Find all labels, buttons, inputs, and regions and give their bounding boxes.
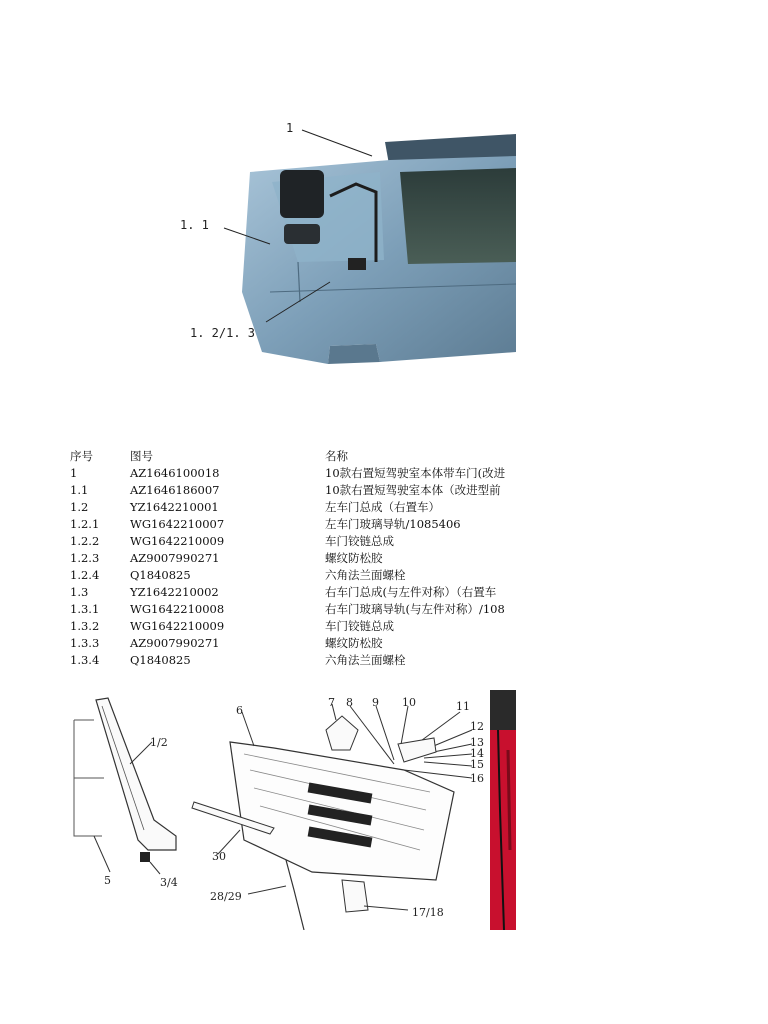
label-14: 14 — [470, 747, 484, 760]
cell-part-no: Q1840825 — [130, 653, 191, 667]
cell-part-no: WG1642210008 — [130, 602, 225, 616]
table-row — [70, 635, 516, 652]
label-3-4: 3/4 — [160, 876, 178, 889]
cell-part-no: AZ9007990271 — [130, 551, 220, 565]
cell-name: 左车门总成（右置车） — [325, 500, 440, 514]
header-seq: 序号 — [70, 449, 93, 463]
cab-photo — [180, 112, 516, 380]
table-row — [70, 584, 516, 601]
label-13: 13 — [470, 736, 484, 749]
label-5: 5 — [104, 874, 111, 887]
cell-name: 车门铰链总成 — [325, 619, 394, 633]
cell-part-no: YZ1642210001 — [130, 500, 219, 514]
cell-part-no: WG1642210009 — [130, 534, 225, 548]
cell-seq: 1.3.3 — [70, 636, 100, 650]
cell-seq: 1.2.2 — [70, 534, 100, 548]
cell-name: 10款右置短驾驶室本体带车门(改进 — [325, 466, 506, 480]
table-row — [70, 465, 516, 482]
cell-name: 右车门玻璃导轨(与左件对称）/108 — [325, 602, 505, 616]
cell-part-no: AZ9007990271 — [130, 636, 220, 650]
header-part-no: 图号 — [130, 449, 153, 463]
cell-seq: 1.2.3 — [70, 551, 100, 565]
cell-part-no: YZ1642210002 — [130, 585, 219, 599]
label-15: 15 — [470, 758, 484, 771]
cell-seq: 1 — [70, 466, 78, 480]
table-row — [70, 652, 516, 669]
callout-1-2-1-3: 1. 2/1. 3 — [190, 326, 256, 340]
label-16: 16 — [470, 772, 484, 785]
callout-1-1: 1. 1 — [180, 218, 209, 232]
label-6: 6 — [236, 704, 243, 717]
cell-seq: 1.2.4 — [70, 568, 100, 582]
cell-name: 左车门玻璃导轨/1085406 — [325, 517, 461, 531]
cell-part-no: AZ1646186007 — [130, 483, 220, 497]
cell-part-no: AZ1646100018 — [130, 466, 220, 480]
cell-seq: 1.3.1 — [70, 602, 100, 616]
table-row — [70, 533, 516, 550]
cell-part-no: Q1840825 — [130, 568, 191, 582]
cell-name: 六角法兰面螺栓 — [325, 568, 406, 582]
label-1-2: 1/2 — [150, 736, 168, 749]
cell-name: 螺纹防松胶 — [325, 551, 383, 565]
label-7: 7 — [328, 696, 335, 709]
cell-seq: 1.1 — [70, 483, 89, 497]
callout-1: 1 — [286, 121, 294, 135]
cell-seq: 1.2 — [70, 500, 89, 514]
table-row — [70, 601, 516, 618]
cell-part-no: WG1642210007 — [130, 517, 225, 531]
parts-diagram — [64, 690, 516, 930]
cell-seq: 1.3.2 — [70, 619, 100, 633]
table-header-row — [70, 448, 516, 465]
table-row — [70, 550, 516, 567]
part-photo — [490, 690, 516, 930]
label-28-29: 28/29 — [210, 890, 242, 903]
cell-part-no: WG1642210009 — [130, 619, 225, 633]
label-11: 11 — [456, 700, 470, 713]
cell-name: 六角法兰面螺栓 — [325, 653, 406, 667]
table-row — [70, 499, 516, 516]
label-9: 9 — [372, 696, 379, 709]
cell-name: 右车门总成(与左件对称）（右置车 — [325, 585, 497, 599]
label-17-18: 17/18 — [412, 906, 444, 919]
cell-seq: 1.2.1 — [70, 517, 100, 531]
cell-name: 10款右置短驾驶室本体（改进型前 — [325, 483, 501, 497]
label-30: 30 — [212, 850, 226, 863]
label-8: 8 — [346, 696, 353, 709]
table-row — [70, 516, 516, 533]
table-row — [70, 618, 516, 635]
label-10: 10 — [402, 696, 416, 709]
cell-name: 螺纹防松胶 — [325, 636, 383, 650]
table-row — [70, 482, 516, 499]
header-name: 名称 — [325, 449, 348, 463]
cell-seq: 1.3.4 — [70, 653, 100, 667]
parts-table — [70, 448, 516, 673]
label-12: 12 — [470, 720, 484, 733]
cell-seq: 1.3 — [70, 585, 89, 599]
cell-name: 车门铰链总成 — [325, 534, 394, 548]
table-row — [70, 567, 516, 584]
